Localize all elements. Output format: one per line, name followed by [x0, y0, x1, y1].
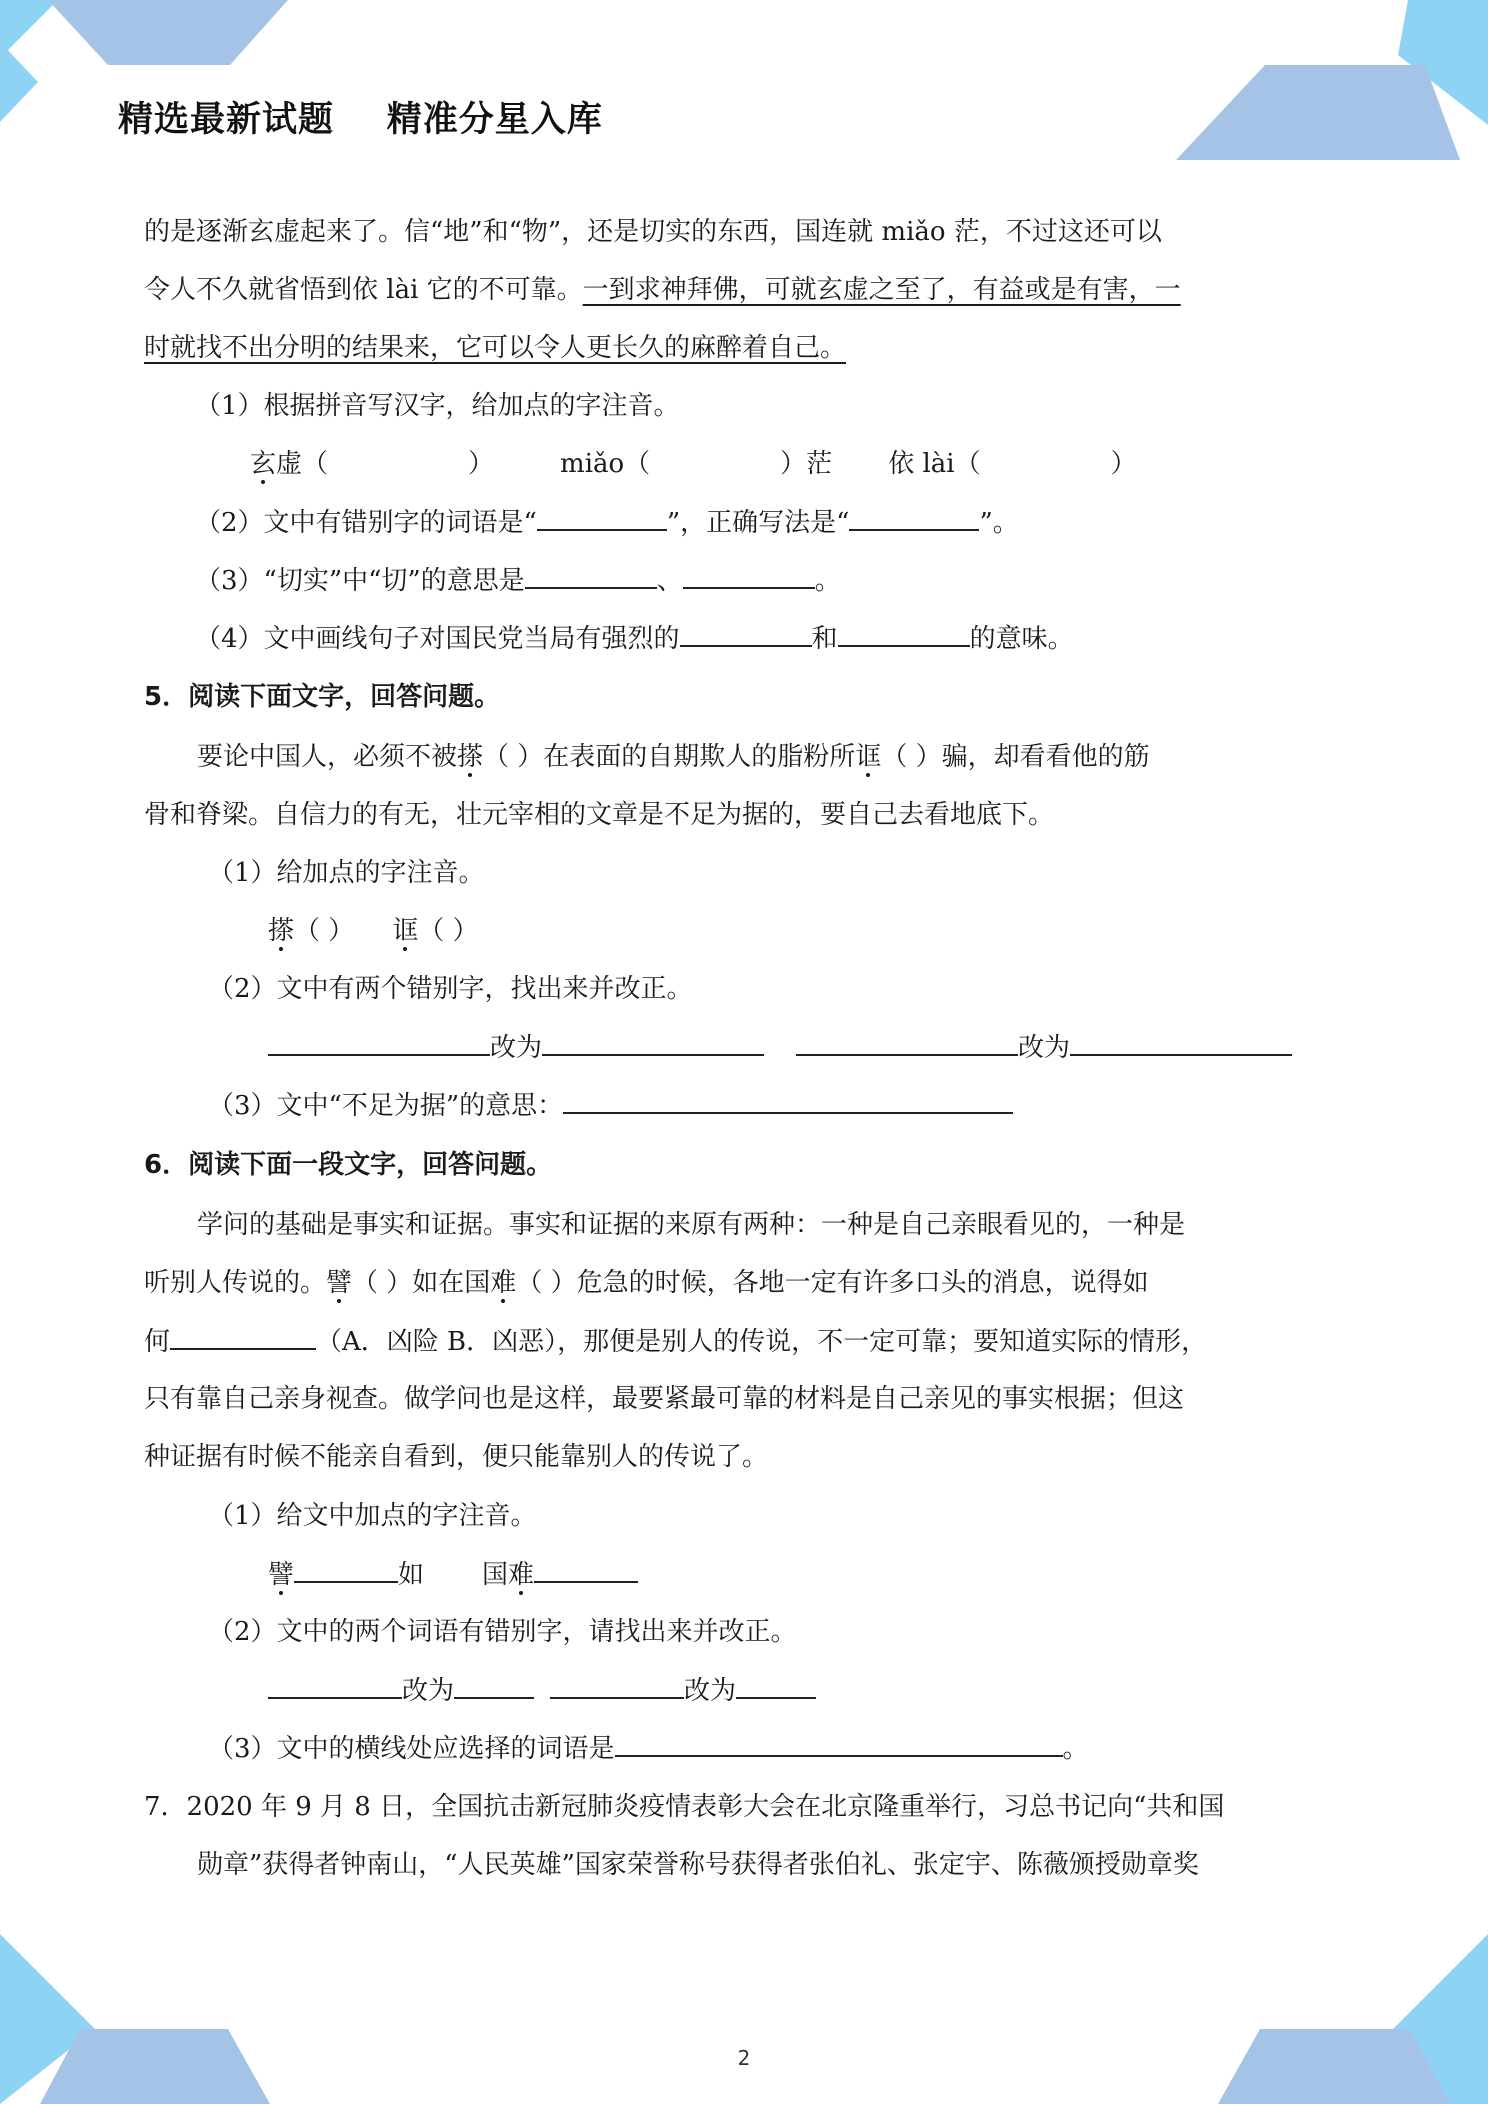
q6-subquestion-1-answers	[268, 1545, 638, 1604]
q5-passage-line-2: 骨和脊梁。自信力的有无，壮元宰相的文章是不足为据的，要自己去看地底下。	[144, 800, 1055, 830]
dotted-char: 譬	[326, 1268, 353, 1298]
q4-passage-line-2	[144, 261, 1181, 319]
corner-decoration-top-left	[0, 0, 300, 170]
q6-passage-line-4: 只有靠自己亲身视查。做学问也是这样，最要紧最可靠的材料是自己亲见的事实根据；但这	[144, 1384, 1185, 1414]
dotted-char: 譬	[268, 1560, 295, 1590]
answer-blank[interactable]	[680, 609, 812, 647]
deco-shape	[0, 0, 58, 58]
correction-label: 改为	[684, 1676, 737, 1706]
correction-label: 改为	[490, 1033, 543, 1063]
dotted-char: 诓	[855, 742, 882, 772]
answer-parens[interactable]: （ ）	[294, 916, 355, 946]
q6-passage-line-2	[144, 1254, 1149, 1312]
dotted-char: 搽	[268, 916, 295, 946]
dotted-char: 难	[508, 1560, 535, 1590]
q4-underlined-sentence: 时就找不出分明的结果来，它可以令人更长久的麻醉着自己。	[144, 333, 847, 363]
corner-decoration-bottom-right	[1188, 1934, 1488, 2104]
q6-subquestion-2: （2）文中的两个词语有错别字，请找出来并改正。	[208, 1617, 797, 1647]
q4-passage-text: 的是逐渐玄虚起来了。信“地”和“物”，还是切实的东西，国连就 miǎo 茫，不过这还可以	[144, 217, 1162, 247]
answer-suffix: ）	[468, 449, 495, 479]
correction-label: 改为	[1018, 1033, 1071, 1063]
correction-label: 改为	[402, 1676, 455, 1706]
q4-subquestion-1: （1）根据拼音写汉字，给加点的字注音。	[195, 391, 680, 421]
question-text: （3）“切实”中“切”的意思是	[195, 566, 525, 596]
answer-prefix: 依 lài（	[888, 449, 981, 479]
answer-blank[interactable]	[736, 1661, 816, 1699]
question-text: ”。	[979, 508, 1019, 538]
q4-subquestion-4	[195, 609, 1074, 668]
q4-passage-line-3	[144, 319, 846, 377]
dotted-char: 诓	[392, 916, 419, 946]
question-text: （3）文中的横线处应选择的词语是	[208, 1734, 615, 1764]
answer-blank[interactable]	[542, 1018, 764, 1056]
question-text: 。	[1062, 1734, 1089, 1764]
deco-shape	[48, 0, 288, 65]
dotted-char: 玄	[250, 449, 277, 479]
answer-prefix: miǎo（	[560, 449, 651, 479]
q5-subquestion-1: （1）给加点的字注音。	[208, 858, 485, 888]
answer-blank[interactable]	[1070, 1018, 1292, 1056]
q5-subquestion-3	[208, 1076, 1013, 1135]
answer-suffix: ）茫	[780, 449, 833, 479]
dotted-char: 搽	[457, 742, 484, 772]
page-number: 2	[737, 2046, 751, 2070]
q6-subquestion-3	[208, 1719, 1089, 1778]
answer-blank[interactable]	[683, 551, 815, 589]
q5-heading: 5．阅读下面文字，回答问题。	[144, 682, 501, 712]
question-text: 。	[814, 566, 841, 596]
answer-parens[interactable]: （ ）	[418, 916, 479, 946]
q4-passage-text: 令人不久就省悟到依 lài 它的不可靠。	[144, 275, 583, 305]
answer-blank[interactable]	[294, 1545, 398, 1583]
answer-blank[interactable]	[796, 1018, 1018, 1056]
answer-blank[interactable]	[268, 1661, 402, 1699]
question-text: 、	[656, 566, 683, 596]
q7-line-1: 7．2020 年 9 月 8 日，全国抗击新冠肺炎疫情表彰大会在北京隆重举行，习总书记向“共和国	[144, 1792, 1225, 1822]
q5-subquestion-2: （2）文中有两个错别字，找出来并改正。	[208, 974, 693, 1004]
passage-text: （ ）危急的时候，各地一定有许多口头的消息，说得如	[516, 1268, 1149, 1298]
q6-heading: 6．阅读下面一段文字，回答问题。	[144, 1150, 553, 1180]
answer-blank[interactable]	[615, 1719, 1063, 1757]
question-text: ”，正确写法是“	[666, 508, 850, 538]
question-text: （4）文中画线句子对国民党当局有强烈的	[195, 624, 680, 654]
q6-passage-line-5: 种证据有时候不能亲自看到，便只能靠别人的传说了。	[144, 1442, 769, 1472]
question-text: （2）文中有错别字的词语是“	[195, 508, 537, 538]
q5-passage-line-1	[197, 728, 1150, 786]
answer-text: 国	[482, 1560, 509, 1590]
answer-blank[interactable]	[534, 1545, 638, 1583]
q4-passage-line-1	[144, 203, 1162, 261]
q4-subquestion-2	[195, 493, 1019, 552]
answer-blank[interactable]	[454, 1661, 534, 1699]
answer-blank[interactable]	[849, 493, 979, 531]
deco-shape	[1176, 65, 1460, 160]
q6-subquestion-1: （1）给文中加点的字注音。	[208, 1501, 537, 1531]
passage-text: （ ）在表面的自期欺人的脂粉所	[483, 742, 856, 772]
q7-line-2: 勋章”获得者钟南山，“人民英雄”国家荣誉称号获得者张伯礼、张定宇、陈薇颁授勋章奖	[197, 1850, 1199, 1880]
answer-blank[interactable]	[170, 1312, 316, 1350]
question-text: 的意味。	[969, 624, 1074, 654]
answer-blank[interactable]	[525, 551, 657, 589]
q5-subquestion-1-answers	[268, 902, 479, 960]
q6-passage-line-3	[144, 1312, 1207, 1371]
q4-subquestion-1-answers	[250, 435, 1137, 493]
passage-text: 听别人传说的。	[144, 1268, 327, 1298]
corner-decoration-top-right	[1168, 0, 1488, 170]
corner-decoration-bottom-left	[0, 1934, 300, 2104]
passage-text: （ ）如在国	[352, 1268, 491, 1298]
passage-text: 何	[144, 1327, 171, 1357]
answer-suffix: ）	[1110, 449, 1137, 479]
answer-text: 如	[398, 1560, 425, 1590]
header-title: 精选最新试题 精准分星入库	[118, 100, 603, 140]
answer-prefix: 虚（	[276, 449, 329, 479]
passage-text: 要论中国人，必须不被	[197, 742, 458, 772]
q4-underlined-sentence: 一到求神拜佛，可就玄虚之至了，有益或是有害，一	[582, 275, 1181, 305]
q4-subquestion-3	[195, 551, 841, 610]
answer-blank[interactable]	[537, 493, 667, 531]
question-text: 和	[811, 624, 838, 654]
dotted-char: 难	[490, 1268, 517, 1298]
question-text: （3）文中“不足为据”的意思：	[208, 1091, 564, 1121]
passage-text: （ ）骗，却看看他的筋	[881, 742, 1150, 772]
answer-blank[interactable]	[838, 609, 970, 647]
q5-subquestion-2-answers	[268, 1018, 1292, 1077]
q6-passage-line-1: 学问的基础是事实和证据。事实和证据的来原有两种：一种是自己亲眼看见的，一种是	[197, 1210, 1186, 1240]
answer-blank[interactable]	[268, 1018, 490, 1056]
passage-text: （A．凶险 B．凶恶），那便是别人的传说，不一定可靠；要知道实际的情形，	[316, 1327, 1208, 1357]
q6-subquestion-2-answers	[268, 1661, 816, 1720]
answer-blank[interactable]	[550, 1661, 684, 1699]
answer-blank[interactable]	[563, 1076, 1013, 1114]
